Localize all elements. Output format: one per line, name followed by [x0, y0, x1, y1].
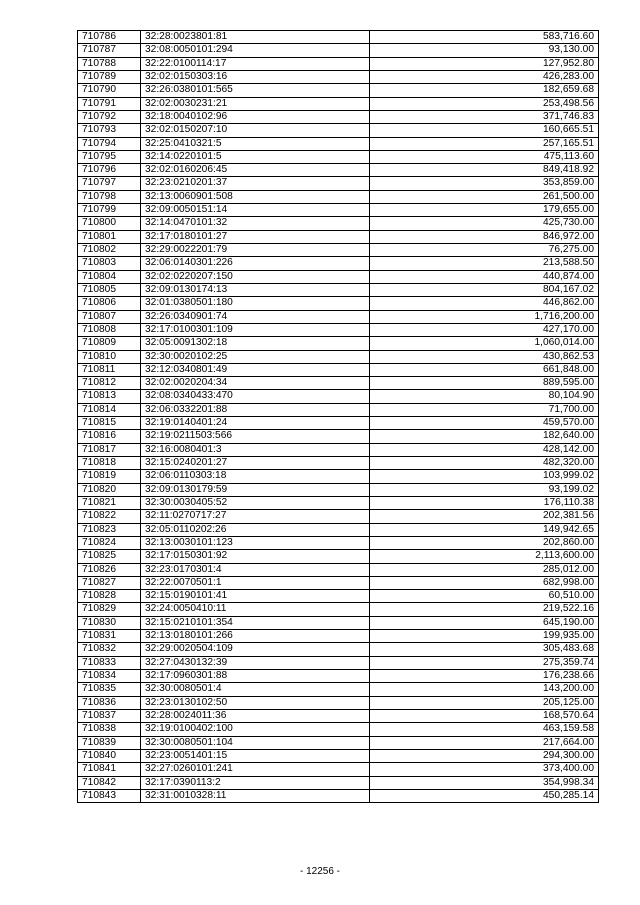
table-row	[78, 550, 599, 563]
cadastral-value: 804,167.02	[370, 283, 599, 296]
table-row	[78, 363, 599, 376]
cadastral-number: 32:19:0100402:100	[141, 723, 370, 736]
row-number: 710820	[78, 483, 141, 496]
row-number: 710801	[78, 230, 141, 243]
cadastral-value: 373,400.00	[370, 763, 599, 776]
cadastral-value: 475,113.60	[370, 150, 599, 163]
cadastral-number: 32:02:0150207:10	[141, 124, 370, 137]
table-row	[78, 470, 599, 483]
row-number: 710841	[78, 763, 141, 776]
table-row	[78, 576, 599, 589]
table-row	[78, 164, 599, 177]
cadastral-value: 450,285.14	[370, 789, 599, 802]
cadastral-number: 32:28:0024011:36	[141, 709, 370, 722]
table-row	[78, 483, 599, 496]
cadastral-number: 32:23:0051401:15	[141, 749, 370, 762]
cadastral-value: 182,640.00	[370, 430, 599, 443]
cadastral-value: 583,716.60	[370, 31, 599, 44]
row-number: 710806	[78, 297, 141, 310]
cadastral-number: 32:24:0050410:11	[141, 603, 370, 616]
cadastral-number: 32:02:0020204:34	[141, 377, 370, 390]
table-row	[78, 377, 599, 390]
table-row	[78, 749, 599, 762]
row-number: 710834	[78, 670, 141, 683]
row-number: 710829	[78, 603, 141, 616]
row-number: 710826	[78, 563, 141, 576]
cadastral-number: 32:22:0070501:1	[141, 576, 370, 589]
row-number: 710786	[78, 31, 141, 44]
cadastral-value: 428,142.00	[370, 443, 599, 456]
cadastral-value: 371,746.83	[370, 110, 599, 123]
row-number: 710831	[78, 630, 141, 643]
cadastral-value: 217,664.00	[370, 736, 599, 749]
table-row	[78, 670, 599, 683]
cadastral-number: 32:22:0100114:17	[141, 57, 370, 70]
cadastral-number: 32:09:0050151:14	[141, 204, 370, 217]
row-number: 710842	[78, 776, 141, 789]
row-number: 710803	[78, 257, 141, 270]
table-row	[78, 57, 599, 70]
table-row	[78, 403, 599, 416]
table-row	[78, 350, 599, 363]
cadastral-value: 149,942.65	[370, 523, 599, 536]
table-row	[78, 603, 599, 616]
row-number: 710805	[78, 283, 141, 296]
row-number: 710793	[78, 124, 141, 137]
cadastral-number: 32:30:0020102:25	[141, 350, 370, 363]
cadastral-number: 32:25:0410321:5	[141, 137, 370, 150]
row-number: 710800	[78, 217, 141, 230]
table-row	[78, 763, 599, 776]
cadastral-number: 32:27:0260101:241	[141, 763, 370, 776]
row-number: 710794	[78, 137, 141, 150]
cadastral-value: 60,510.00	[370, 590, 599, 603]
cadastral-number: 32:30:0080501:104	[141, 736, 370, 749]
cadastral-value: 463,159.58	[370, 723, 599, 736]
table-row	[78, 683, 599, 696]
cadastral-number: 32:31:0010328:11	[141, 789, 370, 802]
row-number: 710817	[78, 443, 141, 456]
row-number: 710836	[78, 696, 141, 709]
cadastral-value: 213,588.50	[370, 257, 599, 270]
row-number: 710812	[78, 377, 141, 390]
cadastral-value: 1,716,200.00	[370, 310, 599, 323]
cadastral-value: 179,655.00	[370, 204, 599, 217]
table-row	[78, 257, 599, 270]
row-number: 710839	[78, 736, 141, 749]
cadastral-value: 682,998.00	[370, 576, 599, 589]
table-row	[78, 510, 599, 523]
table-row	[78, 110, 599, 123]
cadastral-value: 305,483.68	[370, 643, 599, 656]
cadastral-value: 199,935.00	[370, 630, 599, 643]
cadastral-value: 205,125.00	[370, 696, 599, 709]
cadastral-number: 32:08:0340433:470	[141, 390, 370, 403]
row-number: 710789	[78, 70, 141, 83]
cadastral-number: 32:28:0023801:81	[141, 31, 370, 44]
cadastral-value: 354,998.34	[370, 776, 599, 789]
table-row	[78, 496, 599, 509]
cadastral-value: 425,730.00	[370, 217, 599, 230]
table-row	[78, 616, 599, 629]
page-number: - 12256 -	[299, 866, 341, 877]
cadastral-number: 32:09:0130174:13	[141, 283, 370, 296]
row-number: 710819	[78, 470, 141, 483]
cadastral-number: 32:17:0390113:2	[141, 776, 370, 789]
table-row	[78, 297, 599, 310]
cadastral-number: 32:30:0030405:52	[141, 496, 370, 509]
cadastral-value: 430,862.53	[370, 350, 599, 363]
row-number: 710802	[78, 244, 141, 257]
row-number: 710807	[78, 310, 141, 323]
row-number: 710821	[78, 496, 141, 509]
cadastral-value: 176,110.38	[370, 496, 599, 509]
cadastral-value: 2,113,600.00	[370, 550, 599, 563]
cadastral-number: 32:13:0030101:123	[141, 536, 370, 549]
table-row	[78, 44, 599, 57]
row-number: 710787	[78, 44, 141, 57]
table-row	[78, 137, 599, 150]
row-number: 710828	[78, 590, 141, 603]
row-number: 710825	[78, 550, 141, 563]
row-number: 710797	[78, 177, 141, 190]
cadastral-number: 32:17:0180101:27	[141, 230, 370, 243]
table-row	[78, 430, 599, 443]
row-number: 710843	[78, 789, 141, 802]
table-row	[78, 630, 599, 643]
cadastral-value: 257,165.51	[370, 137, 599, 150]
table-row	[78, 84, 599, 97]
table-body	[78, 31, 599, 803]
row-number: 710808	[78, 323, 141, 336]
cadastral-value: 645,190.00	[370, 616, 599, 629]
row-number: 710788	[78, 57, 141, 70]
cadastral-number: 32:26:0380101:565	[141, 84, 370, 97]
cadastral-number: 32:14:0220101:5	[141, 150, 370, 163]
table-row	[78, 337, 599, 350]
table-row	[78, 31, 599, 44]
table-row	[78, 723, 599, 736]
row-number: 710832	[78, 643, 141, 656]
table-row	[78, 523, 599, 536]
table-row	[78, 709, 599, 722]
cadastral-number: 32:05:0091302:18	[141, 337, 370, 350]
cadastral-value: 182,659.68	[370, 84, 599, 97]
table-row	[78, 696, 599, 709]
cadastral-value-table	[77, 30, 599, 803]
cadastral-number: 32:15:0240201:27	[141, 457, 370, 470]
cadastral-number: 32:13:0180101:266	[141, 630, 370, 643]
cadastral-number: 32:08:0050101:294	[141, 44, 370, 57]
cadastral-value: 849,418.92	[370, 164, 599, 177]
cadastral-number: 32:16:0080401:3	[141, 443, 370, 456]
cadastral-number: 32:09:0130179:59	[141, 483, 370, 496]
cadastral-number: 32:11:0270717:27	[141, 510, 370, 523]
table-row	[78, 776, 599, 789]
cadastral-value: 103,999.02	[370, 470, 599, 483]
cadastral-value: 93,130.00	[370, 44, 599, 57]
cadastral-value: 160,665.51	[370, 124, 599, 137]
cadastral-number: 32:23:0170301:4	[141, 563, 370, 576]
cadastral-number: 32:05:0110202:26	[141, 523, 370, 536]
row-number: 710824	[78, 536, 141, 549]
table-row	[78, 323, 599, 336]
row-number: 710835	[78, 683, 141, 696]
table-row	[78, 310, 599, 323]
cadastral-number: 32:01:0380501:180	[141, 297, 370, 310]
row-number: 710795	[78, 150, 141, 163]
cadastral-number: 32:30:0080501:4	[141, 683, 370, 696]
row-number: 710815	[78, 417, 141, 430]
cadastral-value: 427,170.00	[370, 323, 599, 336]
cadastral-value: 285,012.00	[370, 563, 599, 576]
row-number: 710792	[78, 110, 141, 123]
cadastral-number: 32:19:0211503:566	[141, 430, 370, 443]
row-number: 710816	[78, 430, 141, 443]
table-row	[78, 789, 599, 802]
cadastral-number: 32:12:0340801:49	[141, 363, 370, 376]
cadastral-number: 32:18:0040102:96	[141, 110, 370, 123]
cadastral-value: 219,522.16	[370, 603, 599, 616]
cadastral-value: 80,104.90	[370, 390, 599, 403]
cadastral-value: 459,570.00	[370, 417, 599, 430]
table-row	[78, 443, 599, 456]
cadastral-value: 176,238.66	[370, 670, 599, 683]
cadastral-number: 32:06:0110303:18	[141, 470, 370, 483]
row-number: 710809	[78, 337, 141, 350]
cadastral-value: 168,570.64	[370, 709, 599, 722]
cadastral-value: 93,199.02	[370, 483, 599, 496]
cadastral-value: 76,275.00	[370, 244, 599, 257]
table-row	[78, 590, 599, 603]
cadastral-value: 846,972.00	[370, 230, 599, 243]
row-number: 710810	[78, 350, 141, 363]
cadastral-number: 32:06:0332201:88	[141, 403, 370, 416]
row-number: 710811	[78, 363, 141, 376]
cadastral-value: 275,359.74	[370, 656, 599, 669]
table-row	[78, 390, 599, 403]
table-row	[78, 736, 599, 749]
row-number: 710830	[78, 616, 141, 629]
row-number: 710837	[78, 709, 141, 722]
cadastral-number: 32:19:0140401:24	[141, 417, 370, 430]
table-row	[78, 270, 599, 283]
row-number: 710791	[78, 97, 141, 110]
cadastral-number: 32:17:0150301:92	[141, 550, 370, 563]
cadastral-value: 353,859.00	[370, 177, 599, 190]
row-number: 710796	[78, 164, 141, 177]
table-row	[78, 70, 599, 83]
row-number: 710799	[78, 204, 141, 217]
cadastral-number: 32:13:0060901:508	[141, 190, 370, 203]
row-number: 710823	[78, 523, 141, 536]
cadastral-number: 32:26:0340901:74	[141, 310, 370, 323]
cadastral-value: 426,283.00	[370, 70, 599, 83]
row-number: 710798	[78, 190, 141, 203]
table-row	[78, 244, 599, 257]
table-row	[78, 124, 599, 137]
cadastral-value: 1,060,014.00	[370, 337, 599, 350]
cadastral-value: 143,200.00	[370, 683, 599, 696]
row-number: 710840	[78, 749, 141, 762]
cadastral-value: 294,300.00	[370, 749, 599, 762]
cadastral-value: 889,595.00	[370, 377, 599, 390]
cadastral-value: 127,952.80	[370, 57, 599, 70]
table-row	[78, 536, 599, 549]
cadastral-number: 32:02:0150303:16	[141, 70, 370, 83]
row-number: 710818	[78, 457, 141, 470]
row-number: 710822	[78, 510, 141, 523]
table-row	[78, 457, 599, 470]
row-number: 710838	[78, 723, 141, 736]
cadastral-number: 32:02:0220207:150	[141, 270, 370, 283]
cadastral-value: 440,874.00	[370, 270, 599, 283]
cadastral-value: 202,860.00	[370, 536, 599, 549]
row-number: 710833	[78, 656, 141, 669]
row-number: 710804	[78, 270, 141, 283]
cadastral-value: 446,862.00	[370, 297, 599, 310]
table-row	[78, 643, 599, 656]
cadastral-value: 261,500.00	[370, 190, 599, 203]
cadastral-number: 32:14:0470101:32	[141, 217, 370, 230]
cadastral-number: 32:23:0210201:37	[141, 177, 370, 190]
cadastral-number: 32:29:0020504:109	[141, 643, 370, 656]
table-row	[78, 656, 599, 669]
cadastral-number: 32:02:0160206:45	[141, 164, 370, 177]
cadastral-value: 202,381.56	[370, 510, 599, 523]
cadastral-number: 32:27:0430132:39	[141, 656, 370, 669]
cadastral-value: 661,848.00	[370, 363, 599, 376]
table-row	[78, 150, 599, 163]
cadastral-number: 32:29:0022201:79	[141, 244, 370, 257]
cadastral-value: 253,498.56	[370, 97, 599, 110]
cadastral-value: 482,320.00	[370, 457, 599, 470]
cadastral-number: 32:17:0960301:88	[141, 670, 370, 683]
table-row	[78, 563, 599, 576]
table-row	[78, 217, 599, 230]
table-row	[78, 97, 599, 110]
table-row	[78, 417, 599, 430]
cadastral-number: 32:02:0030231:21	[141, 97, 370, 110]
table-row	[78, 177, 599, 190]
cadastral-value: 71,700.00	[370, 403, 599, 416]
table-row	[78, 190, 599, 203]
row-number: 710814	[78, 403, 141, 416]
row-number: 710790	[78, 84, 141, 97]
table-row	[78, 283, 599, 296]
cadastral-number: 32:23:0130102:50	[141, 696, 370, 709]
row-number: 710827	[78, 576, 141, 589]
row-number: 710813	[78, 390, 141, 403]
cadastral-number: 32:17:0100301:109	[141, 323, 370, 336]
cadastral-number: 32:06:0140301:226	[141, 257, 370, 270]
table-row	[78, 204, 599, 217]
cadastral-number: 32:15:0190101:41	[141, 590, 370, 603]
cadastral-number: 32:15:0210101:354	[141, 616, 370, 629]
table-row	[78, 230, 599, 243]
